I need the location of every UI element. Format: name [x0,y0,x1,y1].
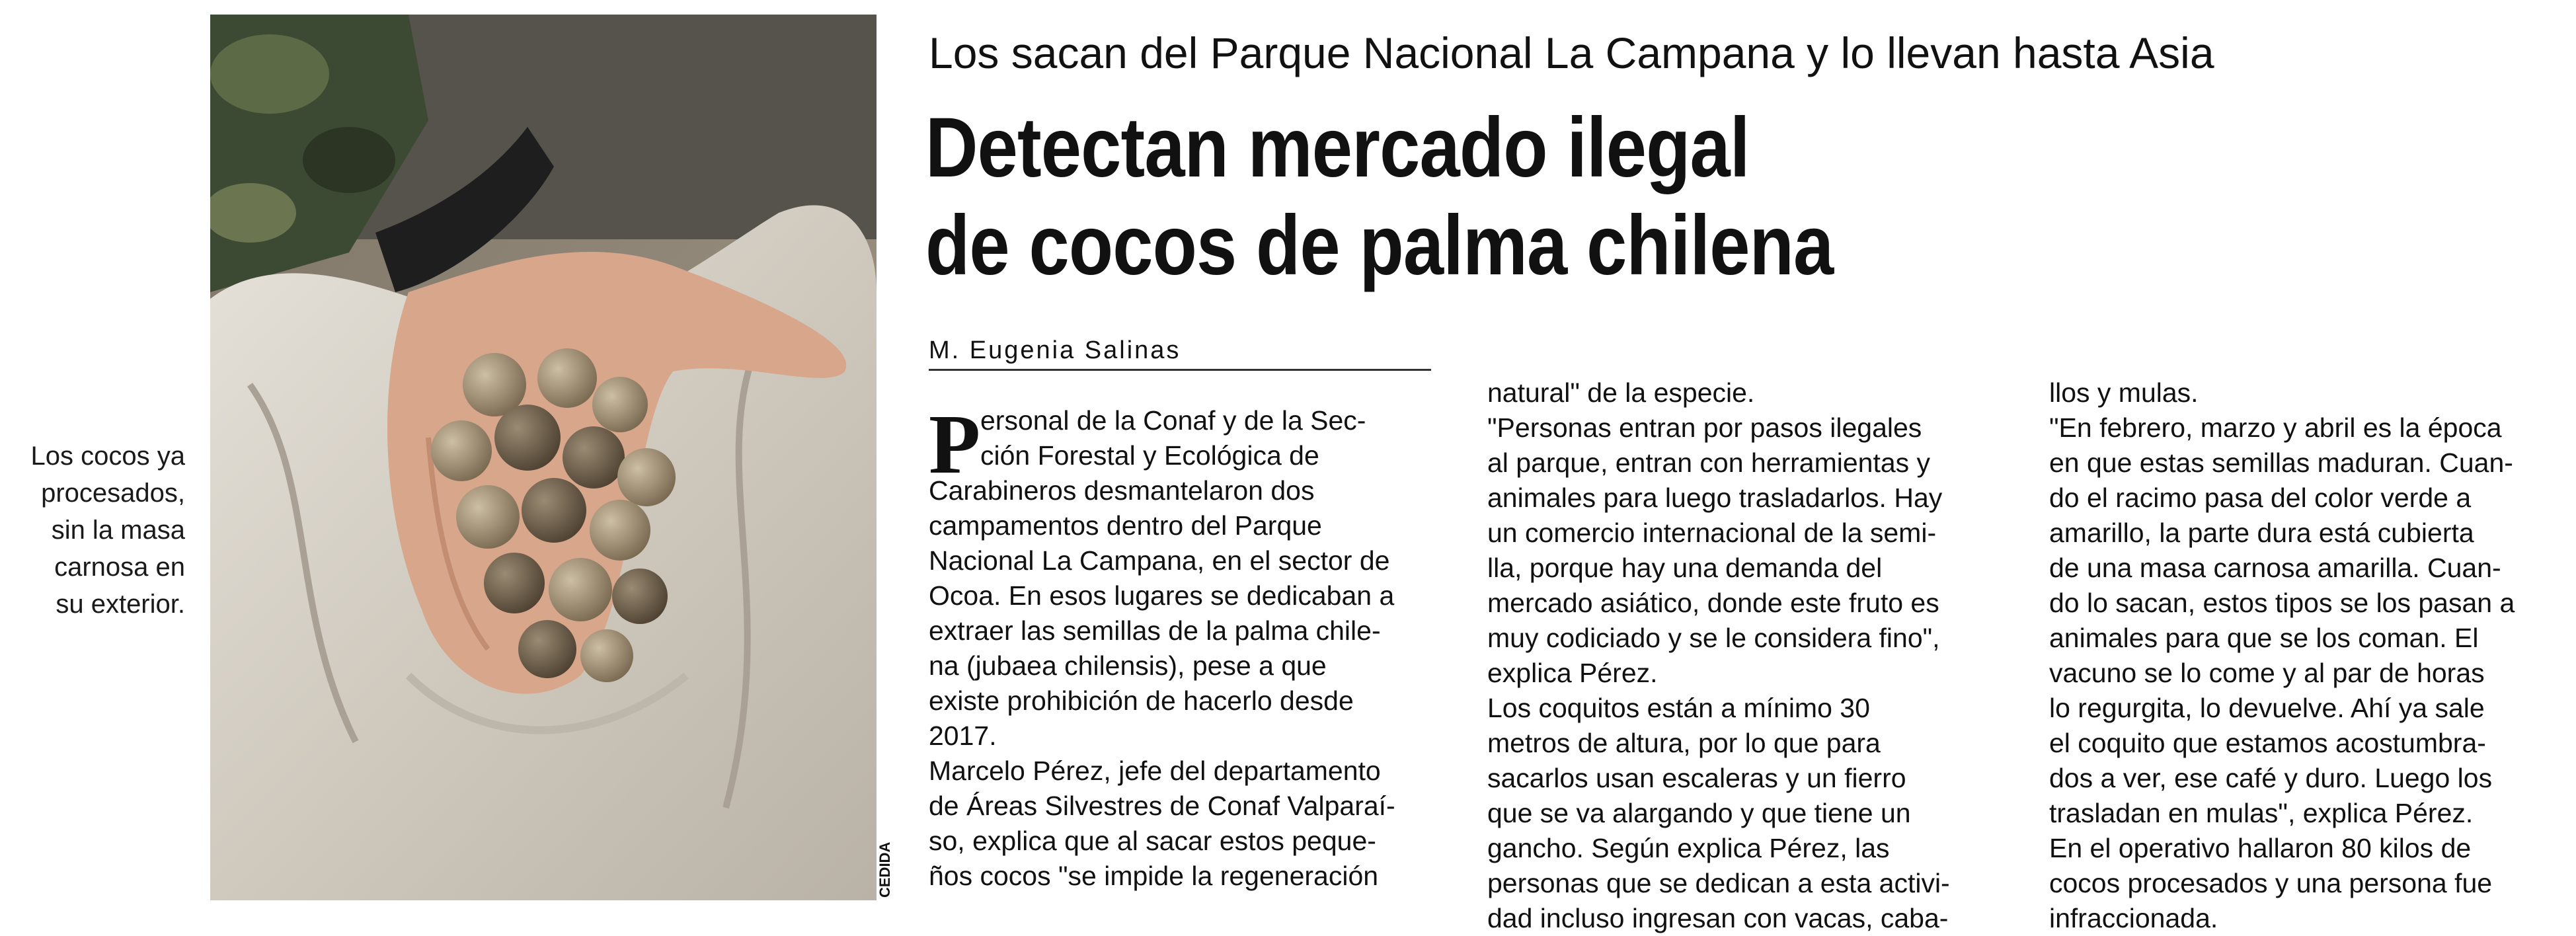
photo-illustration [210,15,877,900]
text-line: llos y mulas. [2049,377,2199,408]
text-line: lla, porque hay una demanda del [1487,553,1883,583]
text-line: ción Forestal y Ecológica de [980,440,1319,471]
text-line: un comercio internacional de la semi- [1487,518,1937,548]
text-line: do el racimo pasa del color verde a [2049,483,2472,513]
text-line: Los coquitos están a mínimo 30 [1487,693,1870,723]
article-column-2 [1487,375,2003,936]
text-line: extraer las semillas de la palma chile- [929,615,1381,646]
text-line: 2017. [929,721,997,751]
caption-line: sin la masa [51,516,185,545]
text-line: amarillo, la parte dura está cubierta [2049,518,2474,548]
text-line: natural" de la especie. [1487,377,1755,408]
text-line: so, explica que al sacar estos peque- [929,826,1376,856]
text-line: Marcelo Pérez, jefe del departamento [929,756,1381,786]
text-line: gancho. Según explica Pérez, las [1487,833,1890,863]
text-line: muy codiciado y se le considera fino", [1487,623,1940,653]
caption-line: carnosa en [54,553,185,582]
text-line: Ocoa. En esos lugares se dedicaban a [929,580,1395,611]
text-line: explica Pérez. [1487,658,1658,688]
kicker: Los sacan del Parque Nacional La Campana y lo llevan hasta Asia [929,28,2214,77]
text-line: En el operativo hallaron 80 kilos de [2049,833,2472,863]
text-line: en que estas semillas maduran. Cuan- [2049,448,2513,478]
caption-line: procesados, [41,479,185,508]
text-line: ños cocos "se impide la regeneración [929,861,1379,891]
article-column-1 [929,397,1418,894]
photo-credit: CEDIDA [877,841,893,898]
text-line: mercado asiático, donde este fruto es [1487,588,1939,618]
headline [925,99,2324,295]
text-line: "Personas entran por pasos ilegales [1487,412,1922,443]
text-line: campamentos dentro del Parque [929,510,1322,541]
text-line: animales para que se los coman. El [2049,623,2479,653]
byline-name: M. Eugenia Salinas [929,336,1181,364]
text-line: sacarlos usan escaleras y un fierro [1487,763,1906,793]
text-line: dos a ver, ese café y duro. Luego los [2049,763,2493,793]
text-line: lo regurgita, lo devuelve. Ahí ya sale [2049,693,2485,723]
text-line: que se va alargando y que tiene un [1487,798,1911,828]
text-line: Carabineros desmantelaron dos [929,475,1315,506]
text-line: animales para luego trasladarlos. Hay [1487,483,1943,513]
text-line: "En febrero, marzo y abril es la época [2049,412,2502,443]
dropcap: P [929,397,981,491]
photo-caption [0,438,185,623]
text-line: al parque, entran con herramientas y [1487,448,1931,478]
text-line: infraccionada. [2049,903,2218,933]
text-line: el coquito que estamos acostumbra- [2049,728,2486,758]
news-photo-hand-with-coconuts [210,15,877,900]
text-line: de una masa carnosa amarilla. Cuan- [2049,553,2501,583]
text-line: dad incluso ingresan con vacas, caba- [1487,903,1949,933]
text-line: na (jubaea chilensis), pese a que [929,650,1327,681]
headline-line: Detectan mercado ilegal [925,100,1750,195]
text-line: vacuno se lo come y al par de horas [2049,658,2485,688]
text-line: existe prohibición de hacerlo desde [929,685,1354,716]
byline [929,334,1431,371]
text-line: do lo sacan, estos tipos se los pasan a [2049,588,2515,618]
caption-line: su exterior. [56,590,185,619]
text-line: personas que se dedican a esta activi- [1487,868,1950,898]
article-column-3 [2049,375,2565,936]
text-line: Nacional La Campana, en el sector de [929,545,1390,576]
text-line: de Áreas Silvestres de Conaf Valparaí- [929,791,1395,821]
text-line: ersonal de la Conaf y de la Sec- [980,405,1366,436]
caption-line: Los cocos ya [30,442,185,471]
headline-line: de cocos de palma chilena [925,198,1834,293]
text-line: cocos procesados y una persona fue [2049,868,2493,898]
text-line: metros de altura, por lo que para [1487,728,1881,758]
text-line: trasladan en mulas", explica Pérez. [2049,798,2474,828]
